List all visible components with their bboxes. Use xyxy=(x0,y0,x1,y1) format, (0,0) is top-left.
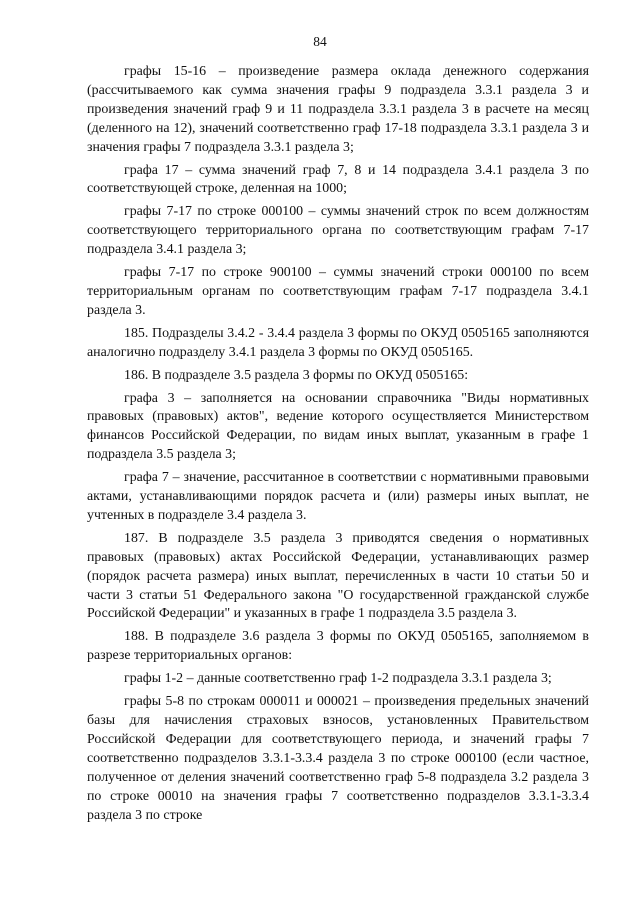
document-body xyxy=(87,63,589,829)
paragraph: 186. В подразделе 3.5 раздела 3 формы по ОКУД 0505165: xyxy=(124,367,469,383)
paragraph: графы 7-17 по строке 000100 – суммы значений строк по всем должностям соответствующего территориального органа по соответствующим графам 7-17 подраздела 3.4.1 раздела 3; xyxy=(87,204,589,258)
paragraph: графа 3 – заполняется на основании справочника "Виды нормативных правовых (правовых) актов", ведение которого осуществляется Министерством финансов Российской Федерации, по видам иных выплат, указанным в графе 1 подраздела 3.5 раздела 3; xyxy=(87,390,589,463)
paragraph: 185. Подразделы 3.4.2 - 3.4.4 раздела 3 формы по ОКУД 0505165 заполняются аналогично подразделу 3.4.1 раздела 3 формы по ОКУД 0505165. xyxy=(87,325,589,360)
page-number: 84 xyxy=(313,34,327,49)
paragraph: графы 7-17 по строке 900100 – суммы значений строки 000100 по всем территориальным органам по соответствующим графам 7-17 подраздела 3.4.1 раздела 3. xyxy=(87,265,589,318)
paragraph: графа 17 – сумма значений граф 7, 8 и 14 подраздела 3.4.1 раздела 3 по соответствующей строке, деленная на 1000; xyxy=(87,162,589,197)
paragraph: графы 1-2 – данные соответственно граф 1-2 подраздела 3.3.1 раздела 3; xyxy=(124,671,552,687)
paragraph: 187. В подразделе 3.5 раздела 3 приводятся сведения о нормативных правовых (правовых) актах Российской Федерации, устанавливающих размер (порядок расчета размера) иных выплат, перечисленных в части 10 статьи 50 и части 3 статьи 51 Федерального закона "О государственной гражданской службе Российской Федерации" и указанных в графе 1 подраздела 3.5 раздела 3. xyxy=(87,530,589,622)
paragraph: 188. В подразделе 3.6 раздела 3 формы по ОКУД 0505165, заполняемом в разрезе территориальных органов: xyxy=(87,629,589,664)
paragraph: графа 7 – значение, рассчитанное в соответствии с нормативными правовыми актами, устанавливающими порядок расчета и (или) размеры иных выплат, не учтенных в подразделе 3.4 раздела 3. xyxy=(87,470,589,523)
paragraph: графы 15-16 – произведение размера оклада денежного содержания (рассчитываемого как сумма значения графы 9 подраздела 3.3.1 раздела 3 и произведения значений граф 9 и 11 подраздела 3.3.1 раздела 3 в расчете на месяц (деленного на 12), значений соответственно граф 17-18 подраздела 3.3.1 раздела 3 и значения графы 7 подраздела 3.3.1 раздела 3; xyxy=(87,64,589,155)
paragraph: графы 5-8 по строкам 000011 и 000021 – произведения предельных значений базы для начисления страховых взносов, установленных Правительством Российской Федерации для соответствующего периода, и значений графы 7 соответственно подразделов 3.3.1-3.3.4 раздела 3 по строке 000100 (если частное, полученное от деления значений соответственно граф 5-8 подраздела 3.2 раздела 3 по строке 00010 на значения графы 7 соответственно подразделов 3.3.1-3.3.4 раздела 3 по строке xyxy=(87,694,589,823)
